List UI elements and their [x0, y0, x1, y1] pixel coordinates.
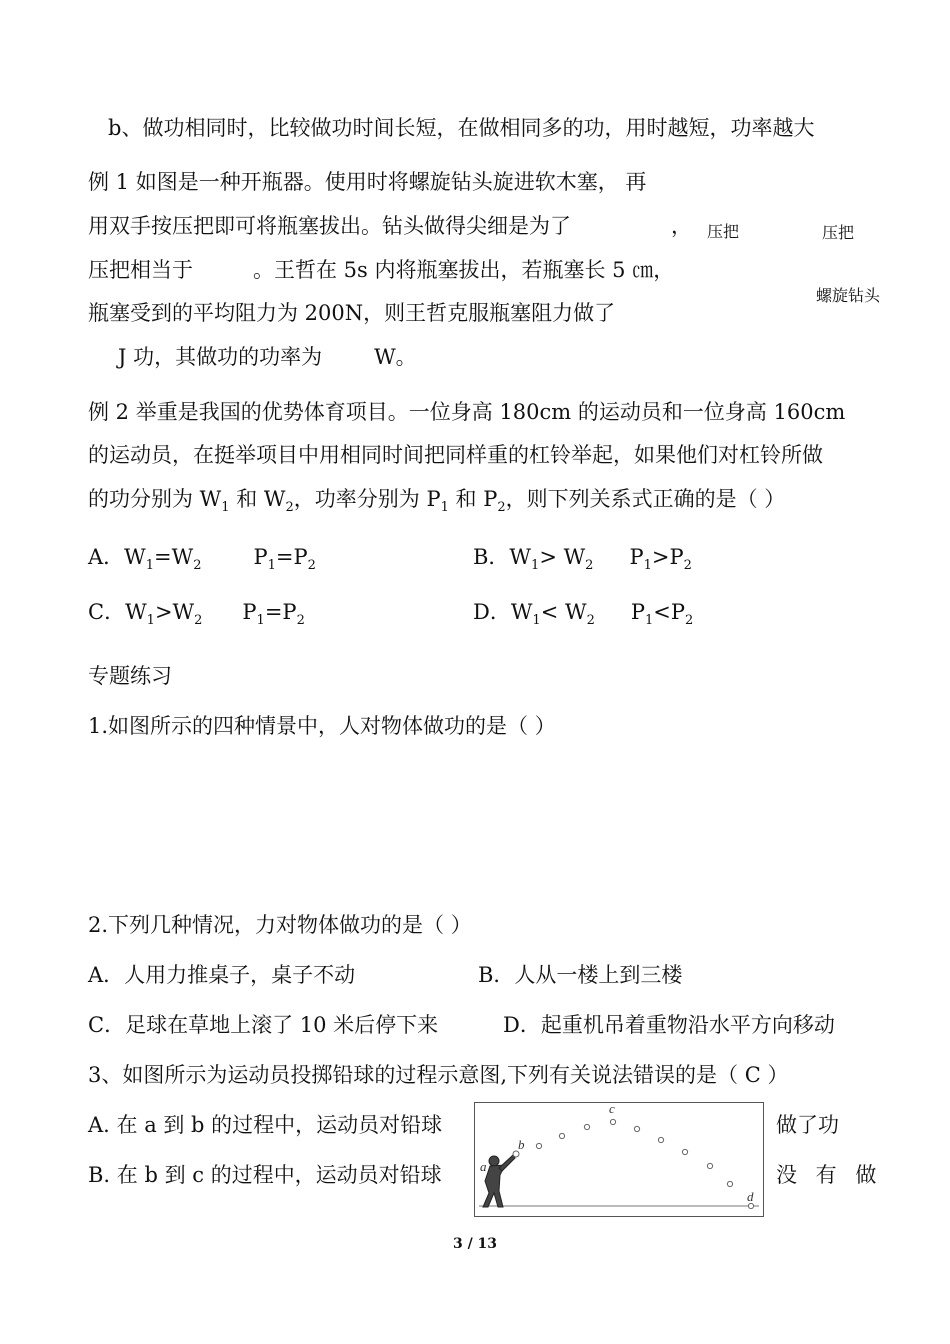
option-prefix: B．W [473, 545, 532, 569]
example1-line1: 例 1 如图是一种开瓶器。使用时将螺旋钻头旋进软木塞， 再 [88, 170, 647, 194]
option-mid: >W [154, 600, 195, 624]
sub: 2 [685, 613, 694, 628]
question-2: 2.下列几种情况，力对物体做功的是（ ） [88, 913, 472, 937]
page-number: 3 / 13 [452, 1236, 498, 1252]
point-label-b: b [518, 1137, 525, 1152]
example2-line3-part-e: ，则下列关系式正确的是（ ） [505, 487, 786, 511]
sub: 2 [307, 558, 316, 573]
q2-option-d: D．起重机吊着重物沿水平方向移动 [503, 1013, 835, 1037]
option-p: P [253, 545, 268, 569]
point-label-d: d [747, 1189, 754, 1204]
example2-line3-part-c: ，功率分别为 P [293, 487, 441, 511]
sub: 1 [145, 558, 155, 573]
example1-line5 [118, 342, 417, 372]
q3-option-a-right: 做了功 [776, 1113, 839, 1137]
example2-line3-part-b: 和 W [229, 487, 286, 511]
ex2-option-d [473, 597, 693, 636]
option-prefix: D．W [473, 600, 533, 624]
sub: 2 [585, 558, 594, 573]
q2-option-c: C．足球在草地上滚了 10 米后停下来 [88, 1013, 439, 1037]
question-1: 1.如图所示的四种情景中，人对物体做功的是（ ） [88, 714, 556, 738]
example1-line3-text: 压把相当于 [88, 258, 193, 282]
example1-line2-text: 用双手按压把即可将瓶塞拔出。钻头做得尖细是为了 [88, 214, 571, 238]
trajectory-points [513, 1119, 754, 1208]
sub: 2 [193, 558, 202, 573]
sub: 1 [256, 613, 265, 628]
athlete-figure [483, 1155, 515, 1207]
question-3: 3、如图所示为运动员投掷铅球的过程示意图,下列有关说法错误的是（ C ） [88, 1063, 789, 1087]
sub-2: 2 [285, 500, 294, 515]
opener-label-press-2: 压把 [822, 223, 855, 242]
option-mid: < W [540, 600, 587, 624]
option-mid: =W [154, 545, 194, 569]
option-mid2: =P [275, 545, 308, 569]
point-label-c: c [609, 1103, 615, 1116]
option-p: P [629, 545, 644, 569]
q3-option-a-left: A. 在 a 到 b 的过程中，运动员对铅球 [88, 1113, 443, 1137]
q3-option-b-left: B. 在 b 到 c 的过程中，运动员对铅球 [88, 1163, 442, 1187]
point-label-a: a [480, 1159, 487, 1174]
example1-line4: 瓶塞受到的平均阻力为 200N，则王哲克服瓶塞阻力做了 [88, 301, 616, 325]
option-mid2: >P [651, 545, 684, 569]
option-p: P [630, 600, 645, 624]
shotput-diagram [475, 1103, 763, 1216]
sub: 1 [531, 558, 540, 573]
option-mid2: =P [264, 600, 297, 624]
sub-2: 2 [497, 500, 506, 515]
example2-line2: 的运动员，在挺举项目中用相同时间把同样重的杠铃举起，如果他们对杠铃所做 [88, 443, 823, 467]
example1-line3 [88, 255, 674, 285]
sub-1: 1 [440, 500, 449, 515]
text-line-b: b、做功相同时，比较做功时间长短，在做相同多的功，用时越短，功率越大 [108, 116, 815, 140]
ex2-option-a [88, 542, 316, 581]
example1-line2-comma: ， [671, 214, 692, 238]
sub: 2 [296, 613, 305, 628]
sub: 2 [683, 558, 692, 573]
opener-label-press-1: 压把 [707, 222, 740, 241]
sub: 1 [532, 613, 541, 628]
option-mid: > W [539, 545, 586, 569]
example1-line2 [88, 211, 692, 241]
opener-label-drill: 螺旋钻头 [816, 286, 881, 305]
q3-option-b-right: 没 有 做 [776, 1163, 883, 1187]
sub: 1 [146, 613, 155, 628]
ex2-option-b [473, 542, 692, 581]
example2-line3 [88, 484, 785, 523]
sub: 1 [643, 558, 652, 573]
sub: 2 [586, 613, 595, 628]
section-title: 专题练习 [88, 664, 172, 688]
ex2-option-c [88, 597, 305, 636]
option-prefix: C．W [88, 600, 147, 624]
shotput-figure [474, 1102, 764, 1217]
sub-1: 1 [221, 500, 230, 515]
q2-option-a: A．人用力推桌子，桌子不动 [88, 963, 356, 987]
example2-line1: 例 2 举重是我国的优势体育项目。一位身高 180cm 的运动员和一位身高 160cm [88, 400, 846, 424]
sub: 2 [194, 613, 203, 628]
example1-line5-unit: W。 [374, 345, 417, 369]
sub: 1 [267, 558, 276, 573]
example1-line5-text: J 功，其做功的功率为 [118, 345, 323, 369]
sub: 1 [644, 613, 654, 628]
q2-option-b: B．人从一楼上到三楼 [478, 963, 683, 987]
option-mid2: <P [653, 600, 685, 624]
option-prefix: A．W [88, 545, 146, 569]
example2-line3-part-a: 的功分别为 W [88, 487, 222, 511]
example1-line3-rest: 。王哲在 5s 内将瓶塞拔出，若瓶塞长 5 ㎝， [253, 258, 675, 282]
example2-line3-part-d: 和 P [448, 487, 498, 511]
option-p: P [242, 600, 257, 624]
